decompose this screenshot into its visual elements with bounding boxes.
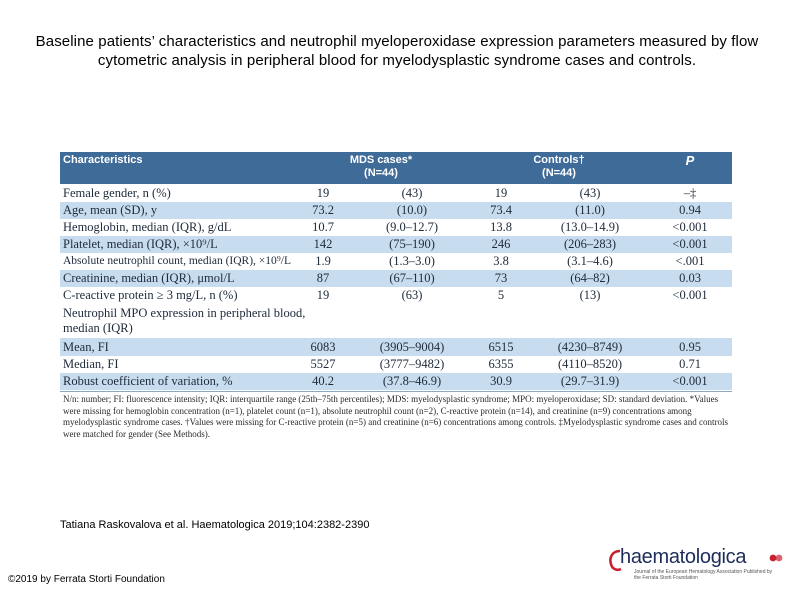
row-label: Hemoglobin, median (IQR), g/dL bbox=[63, 220, 232, 234]
ctrl-value: 246 bbox=[491, 237, 511, 251]
table-row bbox=[60, 184, 732, 202]
table-row bbox=[60, 373, 732, 390]
mds-value: 6083 bbox=[310, 339, 336, 354]
ctrl-value: 73.4 bbox=[490, 203, 512, 217]
row-label: Creatinine, median (IQR), μmol/L bbox=[63, 271, 235, 285]
mds-value: 40.2 bbox=[312, 374, 334, 388]
table-row bbox=[60, 253, 732, 270]
p-value: 0.94 bbox=[679, 203, 701, 217]
row-label: C-reactive protein ≥ 3 mg/L, n (%) bbox=[63, 288, 238, 302]
mds-range: (3905–9004) bbox=[379, 339, 445, 354]
table-row bbox=[60, 270, 732, 287]
mds-range: (3777–9482) bbox=[379, 357, 445, 371]
row-label: Median, FI bbox=[63, 357, 119, 371]
row-label: Robust coefficient of variation, % bbox=[63, 374, 233, 388]
group-label: Neutrophil MPO expression in peripheral blood, median (IQR) bbox=[63, 306, 306, 335]
row-label: Female gender, n (%) bbox=[63, 185, 171, 200]
table-footnote: N/n: number; FI: fluorescence intensity; IQR: interquartile range (25th–75th percentiles); MDS: myelodysplastic syndrome; MPO: myeloperoxidase; SD: standard deviation. *Values were missing for hemoglobin concentration (n=1), platelet count (n=1), absolute neutrophil count (n=2), C-reactive protein (n=14), and creatinine (n=9) concentrations among myelodysplastic syndrome cases. †Values were missing for C-reactive protein (n=5) and creatinine (n=6) concentrations among controls. ‡Myelodysplastic syndrome cases and controls were matched for gender (See Methods). bbox=[60, 391, 732, 440]
mds-range: (43) bbox=[401, 185, 423, 200]
header-mds-n: (N=44) bbox=[364, 167, 398, 179]
mds-value: 5527 bbox=[310, 357, 336, 371]
p-value: <0.001 bbox=[672, 237, 708, 251]
row-label: Age, mean (SD), y bbox=[63, 203, 158, 217]
mds-value: 1.9 bbox=[315, 254, 331, 268]
header-p: P bbox=[685, 153, 695, 168]
ctrl-range: (4230–8749) bbox=[557, 339, 623, 354]
copyright: ©2019 by Ferrata Storti Foundation bbox=[8, 574, 165, 585]
p-value: <0.001 bbox=[672, 288, 708, 302]
mds-range: (9.0–12.7) bbox=[385, 220, 439, 234]
ctrl-value: 19 bbox=[494, 185, 508, 200]
p-value: –‡ bbox=[683, 185, 697, 200]
ctrl-range: (64–82) bbox=[570, 271, 610, 285]
ctrl-range: (13) bbox=[579, 288, 601, 302]
p-value: 0.03 bbox=[679, 271, 701, 285]
logo-subtitle: Journal of the European Hematology Association Published by the Ferrata Storti Foundation bbox=[634, 569, 773, 581]
mds-range: (10.0) bbox=[396, 203, 428, 217]
ctrl-range: (3.1–4.6) bbox=[567, 254, 613, 268]
ctrl-value: 73 bbox=[494, 271, 508, 285]
mds-value: 87 bbox=[316, 271, 330, 285]
logo-wordmark: haematologica bbox=[620, 546, 747, 568]
mds-range: (67–110) bbox=[389, 271, 435, 285]
ctrl-value: 13.8 bbox=[490, 220, 512, 234]
mds-value: 142 bbox=[313, 237, 333, 251]
mds-value: 10.7 bbox=[312, 220, 334, 234]
p-value: 0.95 bbox=[679, 339, 701, 354]
table-row bbox=[60, 338, 732, 356]
table-header bbox=[60, 152, 732, 184]
table-row bbox=[60, 236, 732, 253]
citation: Tatiana Raskovalova et al. Haematologica 2019;104:2382-2390 bbox=[60, 519, 370, 531]
mds-range: (63) bbox=[401, 288, 423, 302]
mds-value: 19 bbox=[316, 185, 330, 200]
characteristics-table bbox=[60, 152, 732, 440]
row-label: Mean, FI bbox=[63, 339, 109, 354]
table-row bbox=[60, 287, 732, 304]
header-mds bbox=[292, 152, 470, 184]
row-label: Absolute neutrophil count, median (IQR), ×10⁹/L bbox=[63, 255, 291, 267]
slide-title: Baseline patients’ characteristics and neutrophil myeloperoxidase expression parameters measured by flow cytometric analysis in peripheral blood for myelodysplastic syndrome cases and controls. bbox=[35, 33, 759, 69]
p-value: <0.001 bbox=[672, 220, 708, 234]
header-mds-label: MDS cases* bbox=[349, 154, 413, 166]
table-row bbox=[60, 356, 732, 373]
table-group-row bbox=[60, 304, 732, 338]
ctrl-range: (43) bbox=[579, 185, 601, 200]
ctrl-value: 6515 bbox=[488, 339, 514, 354]
ctrl-value: 6355 bbox=[488, 357, 514, 371]
p-value: <.001 bbox=[675, 254, 705, 268]
p-value: 0.71 bbox=[679, 357, 701, 371]
ctrl-range: (11.0) bbox=[575, 203, 605, 217]
ctrl-range: (4110–8520) bbox=[557, 357, 623, 371]
mds-value: 19 bbox=[316, 288, 330, 302]
mds-range: (75–190) bbox=[389, 237, 435, 251]
ctrl-value: 3.8 bbox=[493, 254, 509, 268]
mds-range: (37.8–46.9) bbox=[382, 374, 442, 388]
ctrl-value: 30.9 bbox=[490, 374, 512, 388]
header-characteristics: Characteristics bbox=[63, 154, 143, 166]
ctrl-value: 5 bbox=[497, 288, 505, 302]
mds-range: (1.3–3.0) bbox=[389, 254, 435, 268]
header-controls-label: Controls† bbox=[533, 154, 585, 166]
header-controls bbox=[470, 152, 648, 184]
p-value: <0.001 bbox=[672, 374, 708, 388]
haematologica-logo bbox=[606, 546, 786, 580]
ctrl-range: (13.0–14.9) bbox=[560, 220, 620, 234]
header-controls-n: (N=44) bbox=[542, 167, 576, 179]
ctrl-range: (206–283) bbox=[563, 237, 617, 251]
logo-emblem-icon bbox=[768, 552, 784, 564]
mds-value: 73.2 bbox=[312, 203, 334, 217]
ctrl-range: (29.7–31.9) bbox=[560, 374, 620, 388]
row-label: Platelet, median (IQR), ×10⁹/L bbox=[63, 237, 218, 251]
table-row bbox=[60, 202, 732, 219]
table-row bbox=[60, 219, 732, 236]
